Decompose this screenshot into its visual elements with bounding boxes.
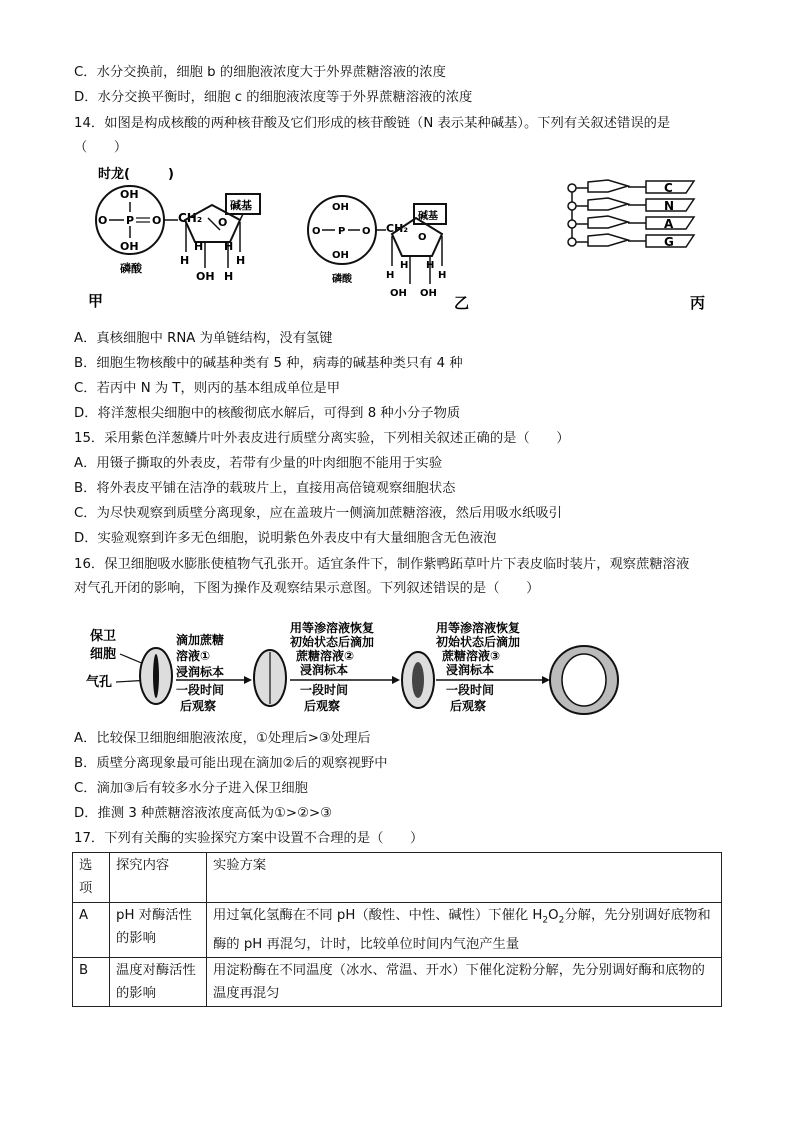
q14-option-b: B．细胞生物核酸中的碱基种类有 5 种，病毒的碱基种类只有 4 种 [74,356,463,371]
svg-text:用等渗溶液恢复: 用等渗溶液恢复 [436,621,521,635]
q14-option-a: A．真核细胞中 RNA 为单链结构，没有氢键 [74,331,333,346]
svg-text:OH: OH [196,270,215,283]
svg-text:磷酸: 磷酸 [120,262,142,275]
svg-text:P: P [126,214,135,227]
svg-text:OH: OH [120,188,139,201]
header-option: 选 项 [73,853,110,903]
svg-text:O: O [152,214,162,227]
q14-option-c: C．若丙中 N 为 T，则丙的基本组成单位是甲 [74,381,341,396]
svg-text:初始状态后滴加: 初始状态后滴加 [436,635,521,649]
q15-option-b: B．将外表皮平铺在洁净的载玻片上，直接用高倍镜观察细胞状态 [74,481,456,496]
q16-figure [84,620,644,720]
label-stoma: 气孔 [86,675,113,690]
svg-text:后观察: 后观察 [180,699,217,713]
q15-option-a: A．用镊子撕取的外表皮，若带有少量的叶肉细胞不能用于实验 [74,456,443,471]
fig-corner-text: 时龙( [98,167,130,182]
q15-option-d: D．实验观察到许多无色细胞，说明紫色外表皮中有大量细胞含无色液泡 [74,531,497,546]
svg-text:O: O [418,232,427,243]
svg-text:H: H [386,270,395,281]
svg-text:H: H [194,240,204,253]
svg-text:H: H [236,254,246,267]
row-a-plan: 用过氧化氢酶在不同 pH（酸性、中性、碱性）下催化 $H_2O_2$分解，先分别调好底物和酶的 pH 再混匀，计时，比较单位时间内气泡产生量 [207,903,722,958]
header-plan: 实验方案 [207,853,722,903]
fig-corner-paren: ) [168,167,174,182]
svg-text:O: O [362,226,371,237]
q17-stem: 17．下列有关酶的实验探究方案中设置不合理的是（ ） [74,831,424,846]
stoma-cell-3 [402,652,434,708]
row-b-content: 温度对酶活性的影响 [110,957,207,1006]
svg-text:OH: OH [332,202,349,213]
svg-text:初始状态后滴加: 初始状态后滴加 [290,635,375,649]
svg-text:碱基: 碱基 [418,211,438,222]
nucleotide-jia [96,186,260,283]
label-yi: 乙 [454,294,470,312]
q13-option-c: C．水分交换前，细胞 b 的细胞液浓度大于外界蔗糖溶液的浓度 [74,65,446,80]
svg-text:滴加蔗糖: 滴加蔗糖 [176,633,225,647]
svg-text:OH: OH [332,250,349,261]
label-bing: 丙 [690,294,706,312]
svg-text:后观察: 后观察 [304,699,341,713]
svg-text:一段时间: 一段时间 [176,683,225,697]
svg-text:N: N [664,199,675,213]
label-jia: 甲 [88,292,104,310]
nucleotide-yi [308,196,446,299]
svg-text:蔗糖溶液③: 蔗糖溶液③ [442,649,501,663]
svg-text:O: O [98,214,108,227]
svg-text:H: H [438,270,447,281]
table-header-row [73,853,722,903]
header-content: 探究内容 [110,853,207,903]
q14-paren: （ ） [74,140,128,155]
svg-text:OH: OH [420,288,437,299]
svg-text:O: O [218,216,228,229]
stoma-cell-2 [254,650,286,706]
q16-stem-2: 对气孔开闭的影响，下图为操作及观察结果示意图。下列叙述错误的是（ ） [74,581,540,596]
row-a-content: pH 对酶活性的影响 [110,903,207,958]
svg-text:H: H [426,260,435,271]
svg-text:P: P [338,226,346,237]
q15-option-c: C．为尽快观察到质壁分离现象，应在盖玻片一侧滴加蔗糖溶液，然后用吸水纸吸引 [74,506,562,521]
svg-text:H: H [224,240,234,253]
svg-text:碱基: 碱基 [230,199,252,212]
svg-text:浸润标本: 浸润标本 [176,665,225,679]
svg-text:一段时间: 一段时间 [446,683,495,697]
svg-text:后观察: 后观察 [450,699,487,713]
q16-option-c: C．滴加③后有较多水分子进入保卫细胞 [74,781,308,796]
svg-text:H: H [224,270,234,283]
q17-table [72,852,722,1007]
label-guard-cell-2: 细胞 [90,647,117,662]
svg-text:CH₂: CH₂ [178,211,203,225]
svg-text:H: H [180,254,190,267]
svg-text:一段时间: 一段时间 [300,683,349,697]
stoma-cell-1 [140,648,172,704]
svg-text:OH: OH [390,288,407,299]
nucleotide-chain-bing [568,180,694,249]
svg-text:G: G [664,235,674,249]
q15-stem: 15．采用紫色洋葱鳞片叶外表皮进行质壁分离实验，下列相关叙述正确的是（ ） [74,431,570,446]
svg-text:蔗糖溶液②: 蔗糖溶液② [296,649,355,663]
q14-stem: 14．如图是构成核酸的两种核苷酸及它们形成的核苷酸链（N 表示某种碱基）。下列有关叙述错误的是 [74,116,671,131]
svg-text:溶液①: 溶液① [176,649,211,663]
q16-option-d: D．推测 3 种蔗糖溶液浓度高低为①>②>③ [74,806,333,821]
q16-stem-1: 16．保卫细胞吸水膨胀使植物气孔张开。适宜条件下，制作紫鸭跖草叶片下表皮临时装片，观察蔗糖溶液 [74,557,690,572]
q14-figure [80,160,730,320]
svg-text:浸润标本: 浸润标本 [446,663,495,677]
row-b-option: B [73,957,110,1006]
svg-text:H: H [400,260,409,271]
svg-text:C: C [664,181,673,195]
svg-text:用等渗溶液恢复: 用等渗溶液恢复 [290,621,375,635]
svg-text:A: A [664,217,674,231]
table-row-a [73,903,722,958]
svg-text:OH: OH [120,240,139,253]
q16-option-a: A．比较保卫细胞细胞液浓度，①处理后>③处理后 [74,731,371,746]
svg-text:CH₂: CH₂ [386,222,409,235]
stoma-cell-4 [550,646,618,714]
svg-text:磷酸: 磷酸 [332,274,352,285]
row-b-plan: 用淀粉酶在不同温度（冰水、常温、开水）下催化淀粉分解，先分别调好酶和底物的温度再混匀 [207,957,722,1006]
row-a-option: A [73,903,110,958]
label-guard-cell-1: 保卫 [90,629,117,644]
q13-option-d: D．水分交换平衡时，细胞 c 的细胞液浓度等于外界蔗糖溶液的浓度 [74,90,473,105]
table-row-b [73,957,722,1006]
q14-option-d: D．将洋葱根尖细胞中的核酸彻底水解后，可得到 8 种小分子物质 [74,406,461,421]
svg-text:浸润标本: 浸润标本 [300,663,349,677]
svg-text:O: O [312,226,321,237]
q16-option-b: B．质壁分离现象最可能出现在滴加②后的观察视野中 [74,756,388,771]
